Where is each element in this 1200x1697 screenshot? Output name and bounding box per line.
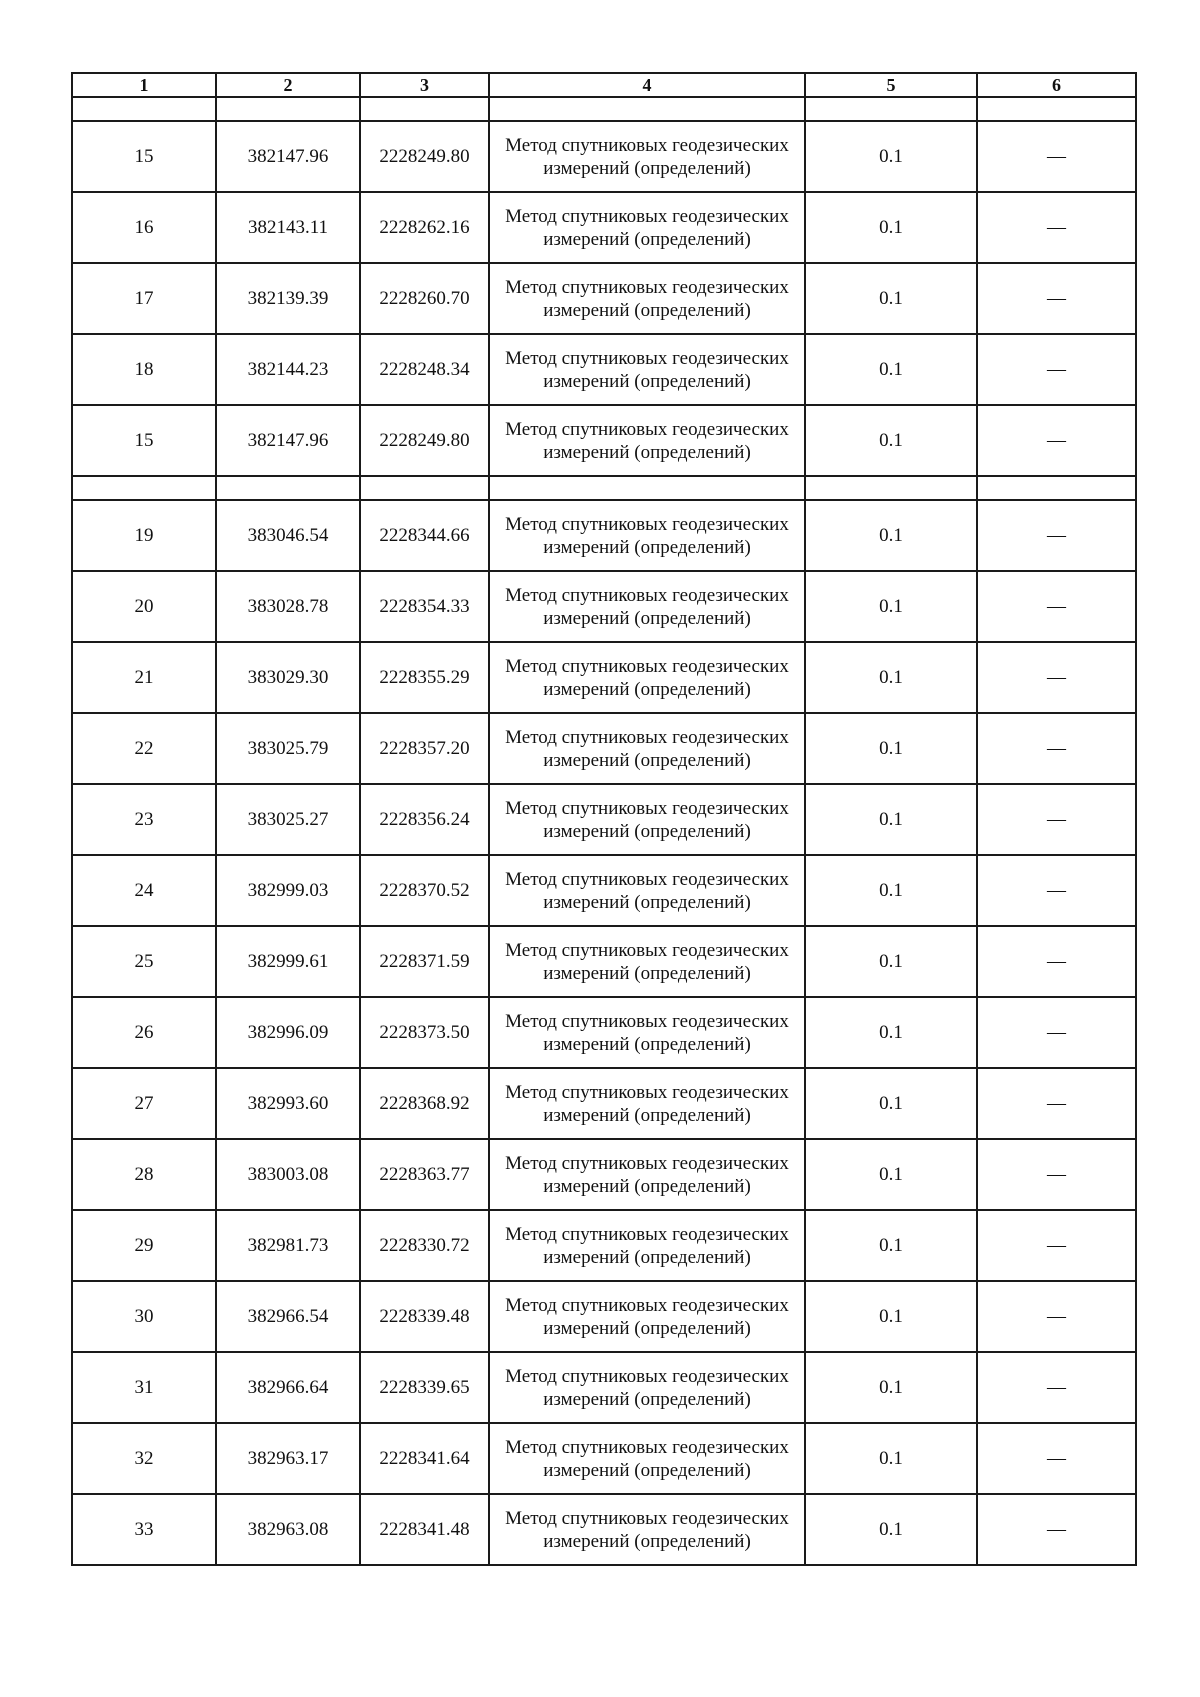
method-cell: Метод спутниковых геодезических измерений (определений) <box>489 784 805 855</box>
y-coordinate-cell: 2228357.20 <box>360 713 489 784</box>
note-cell: — <box>977 784 1136 855</box>
note-cell: — <box>977 1068 1136 1139</box>
x-coordinate-cell: 382999.03 <box>216 855 360 926</box>
table-row <box>72 571 1136 642</box>
point-number-cell: 31 <box>72 1352 216 1423</box>
accuracy-cell: 0.1 <box>805 1423 977 1494</box>
point-number-cell: 21 <box>72 642 216 713</box>
accuracy-cell: 0.1 <box>805 121 977 192</box>
y-coordinate-cell: 2228344.66 <box>360 500 489 571</box>
table-row <box>72 1352 1136 1423</box>
separator-row <box>72 476 1136 500</box>
note-cell: — <box>977 121 1136 192</box>
y-coordinate-cell: 2228354.33 <box>360 571 489 642</box>
y-coordinate-cell: 2228262.16 <box>360 192 489 263</box>
method-cell: Метод спутниковых геодезических измерений (определений) <box>489 997 805 1068</box>
table-row <box>72 121 1136 192</box>
note-cell: — <box>977 192 1136 263</box>
table-row <box>72 1423 1136 1494</box>
y-coordinate-cell: 2228341.48 <box>360 1494 489 1565</box>
column-header: 6 <box>977 73 1136 97</box>
empty-cell <box>360 476 489 500</box>
note-cell: — <box>977 1352 1136 1423</box>
table-body <box>72 97 1136 1565</box>
column-header: 1 <box>72 73 216 97</box>
empty-cell <box>216 97 360 121</box>
note-cell: — <box>977 1139 1136 1210</box>
x-coordinate-cell: 382993.60 <box>216 1068 360 1139</box>
point-number-cell: 15 <box>72 121 216 192</box>
point-number-cell: 22 <box>72 713 216 784</box>
y-coordinate-cell: 2228371.59 <box>360 926 489 997</box>
y-coordinate-cell: 2228356.24 <box>360 784 489 855</box>
note-cell: — <box>977 405 1136 476</box>
y-coordinate-cell: 2228368.92 <box>360 1068 489 1139</box>
method-cell: Метод спутниковых геодезических измерений (определений) <box>489 1068 805 1139</box>
table-row <box>72 192 1136 263</box>
accuracy-cell: 0.1 <box>805 1068 977 1139</box>
empty-cell <box>489 476 805 500</box>
x-coordinate-cell: 383025.79 <box>216 713 360 784</box>
method-cell: Метод спутниковых геодезических измерений (определений) <box>489 1139 805 1210</box>
y-coordinate-cell: 2228370.52 <box>360 855 489 926</box>
method-cell: Метод спутниковых геодезических измерений (определений) <box>489 500 805 571</box>
table-row <box>72 263 1136 334</box>
point-number-cell: 20 <box>72 571 216 642</box>
column-header: 5 <box>805 73 977 97</box>
note-cell: — <box>977 997 1136 1068</box>
accuracy-cell: 0.1 <box>805 784 977 855</box>
table-row <box>72 1139 1136 1210</box>
separator-row <box>72 97 1136 121</box>
y-coordinate-cell: 2228248.34 <box>360 334 489 405</box>
x-coordinate-cell: 382147.96 <box>216 405 360 476</box>
table-row <box>72 1281 1136 1352</box>
method-cell: Метод спутниковых геодезических измерений (определений) <box>489 855 805 926</box>
point-number-cell: 24 <box>72 855 216 926</box>
table-row <box>72 405 1136 476</box>
table-row <box>72 855 1136 926</box>
note-cell: — <box>977 713 1136 784</box>
accuracy-cell: 0.1 <box>805 263 977 334</box>
note-cell: — <box>977 855 1136 926</box>
accuracy-cell: 0.1 <box>805 571 977 642</box>
accuracy-cell: 0.1 <box>805 1352 977 1423</box>
method-cell: Метод спутниковых геодезических измерений (определений) <box>489 263 805 334</box>
y-coordinate-cell: 2228373.50 <box>360 997 489 1068</box>
x-coordinate-cell: 382996.09 <box>216 997 360 1068</box>
x-coordinate-cell: 382966.54 <box>216 1281 360 1352</box>
note-cell: — <box>977 1423 1136 1494</box>
y-coordinate-cell: 2228339.48 <box>360 1281 489 1352</box>
y-coordinate-cell: 2228341.64 <box>360 1423 489 1494</box>
y-coordinate-cell: 2228339.65 <box>360 1352 489 1423</box>
x-coordinate-cell: 383029.30 <box>216 642 360 713</box>
y-coordinate-cell: 2228355.29 <box>360 642 489 713</box>
accuracy-cell: 0.1 <box>805 642 977 713</box>
accuracy-cell: 0.1 <box>805 1210 977 1281</box>
point-number-cell: 33 <box>72 1494 216 1565</box>
method-cell: Метод спутниковых геодезических измерений (определений) <box>489 334 805 405</box>
accuracy-cell: 0.1 <box>805 405 977 476</box>
point-number-cell: 26 <box>72 997 216 1068</box>
empty-cell <box>977 97 1136 121</box>
x-coordinate-cell: 382963.17 <box>216 1423 360 1494</box>
y-coordinate-cell: 2228249.80 <box>360 121 489 192</box>
accuracy-cell: 0.1 <box>805 926 977 997</box>
x-coordinate-cell: 382963.08 <box>216 1494 360 1565</box>
empty-cell <box>805 97 977 121</box>
table-row <box>72 926 1136 997</box>
method-cell: Метод спутниковых геодезических измерений (определений) <box>489 926 805 997</box>
table-row <box>72 1068 1136 1139</box>
note-cell: — <box>977 1210 1136 1281</box>
table-row <box>72 334 1136 405</box>
y-coordinate-cell: 2228260.70 <box>360 263 489 334</box>
x-coordinate-cell: 382139.39 <box>216 263 360 334</box>
column-header: 4 <box>489 73 805 97</box>
accuracy-cell: 0.1 <box>805 334 977 405</box>
x-coordinate-cell: 382147.96 <box>216 121 360 192</box>
point-number-cell: 27 <box>72 1068 216 1139</box>
note-cell: — <box>977 263 1136 334</box>
x-coordinate-cell: 382981.73 <box>216 1210 360 1281</box>
y-coordinate-cell: 2228330.72 <box>360 1210 489 1281</box>
column-header: 3 <box>360 73 489 97</box>
table-row <box>72 500 1136 571</box>
empty-cell <box>360 97 489 121</box>
x-coordinate-cell: 383028.78 <box>216 571 360 642</box>
point-number-cell: 18 <box>72 334 216 405</box>
empty-cell <box>489 97 805 121</box>
point-number-cell: 32 <box>72 1423 216 1494</box>
note-cell: — <box>977 571 1136 642</box>
empty-cell <box>805 476 977 500</box>
method-cell: Метод спутниковых геодезических измерений (определений) <box>489 1352 805 1423</box>
point-number-cell: 30 <box>72 1281 216 1352</box>
table-row <box>72 997 1136 1068</box>
method-cell: Метод спутниковых геодезических измерений (определений) <box>489 405 805 476</box>
method-cell: Метод спутниковых геодезических измерений (определений) <box>489 1281 805 1352</box>
note-cell: — <box>977 500 1136 571</box>
x-coordinate-cell: 382143.11 <box>216 192 360 263</box>
accuracy-cell: 0.1 <box>805 500 977 571</box>
table-row <box>72 642 1136 713</box>
empty-cell <box>977 476 1136 500</box>
accuracy-cell: 0.1 <box>805 997 977 1068</box>
point-number-cell: 23 <box>72 784 216 855</box>
x-coordinate-cell: 383003.08 <box>216 1139 360 1210</box>
point-number-cell: 17 <box>72 263 216 334</box>
x-coordinate-cell: 382966.64 <box>216 1352 360 1423</box>
empty-cell <box>72 97 216 121</box>
point-number-cell: 19 <box>72 500 216 571</box>
note-cell: — <box>977 1281 1136 1352</box>
header-row <box>72 73 1136 97</box>
method-cell: Метод спутниковых геодезических измерений (определений) <box>489 1210 805 1281</box>
accuracy-cell: 0.1 <box>805 855 977 926</box>
accuracy-cell: 0.1 <box>805 1494 977 1565</box>
x-coordinate-cell: 383046.54 <box>216 500 360 571</box>
method-cell: Метод спутниковых геодезических измерений (определений) <box>489 642 805 713</box>
coordinates-table <box>71 72 1137 1566</box>
note-cell: — <box>977 926 1136 997</box>
x-coordinate-cell: 382999.61 <box>216 926 360 997</box>
empty-cell <box>216 476 360 500</box>
note-cell: — <box>977 642 1136 713</box>
point-number-cell: 16 <box>72 192 216 263</box>
x-coordinate-cell: 382144.23 <box>216 334 360 405</box>
y-coordinate-cell: 2228249.80 <box>360 405 489 476</box>
table-row <box>72 1210 1136 1281</box>
table-row <box>72 1494 1136 1565</box>
method-cell: Метод спутниковых геодезических измерений (определений) <box>489 1423 805 1494</box>
accuracy-cell: 0.1 <box>805 192 977 263</box>
point-number-cell: 29 <box>72 1210 216 1281</box>
accuracy-cell: 0.1 <box>805 1281 977 1352</box>
table-row <box>72 784 1136 855</box>
accuracy-cell: 0.1 <box>805 713 977 784</box>
accuracy-cell: 0.1 <box>805 1139 977 1210</box>
note-cell: — <box>977 1494 1136 1565</box>
method-cell: Метод спутниковых геодезических измерений (определений) <box>489 1494 805 1565</box>
method-cell: Метод спутниковых геодезических измерений (определений) <box>489 192 805 263</box>
method-cell: Метод спутниковых геодезических измерений (определений) <box>489 571 805 642</box>
x-coordinate-cell: 383025.27 <box>216 784 360 855</box>
point-number-cell: 25 <box>72 926 216 997</box>
empty-cell <box>72 476 216 500</box>
point-number-cell: 28 <box>72 1139 216 1210</box>
y-coordinate-cell: 2228363.77 <box>360 1139 489 1210</box>
note-cell: — <box>977 334 1136 405</box>
column-header: 2 <box>216 73 360 97</box>
point-number-cell: 15 <box>72 405 216 476</box>
method-cell: Метод спутниковых геодезических измерений (определений) <box>489 121 805 192</box>
method-cell: Метод спутниковых геодезических измерений (определений) <box>489 713 805 784</box>
table-row <box>72 713 1136 784</box>
